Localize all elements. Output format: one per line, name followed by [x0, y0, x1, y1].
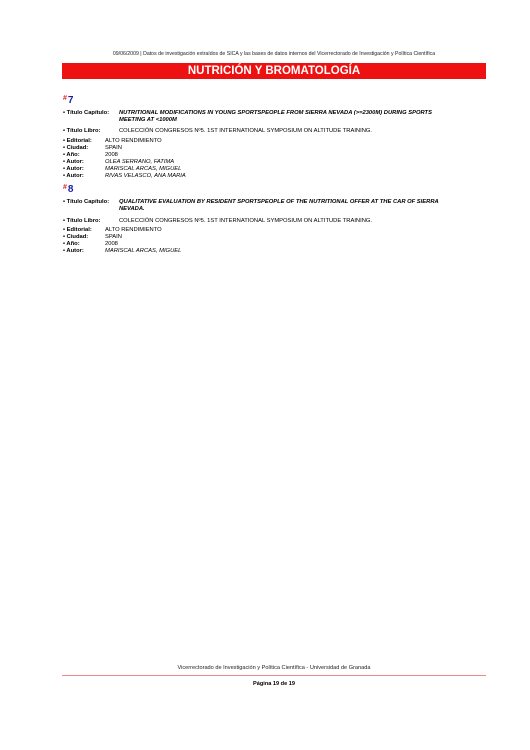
author-label: • Autor:: [63, 173, 84, 179]
hash-icon: #: [63, 95, 67, 102]
city-value: SPAIN: [105, 234, 122, 240]
entry-publisher-row: [63, 138, 162, 145]
author-label: • Autor:: [63, 159, 84, 165]
header-separator: |: [140, 51, 142, 57]
author-value: OLEA SERRANO, FATIMA: [105, 159, 175, 165]
author-value: RIVAS VELASCO, ANA MARIA: [105, 173, 186, 179]
entry-city-row: [63, 145, 122, 152]
publisher-label: • Editorial:: [63, 138, 92, 144]
entry-city-row: [63, 234, 122, 241]
header-description: Datos de investigación extraídos de SICA y las bases de datos internos del Vicerrectorado de Investigación y Política Científica: [143, 51, 436, 57]
year-label: • Año:: [63, 241, 80, 247]
entry-author-row: [63, 248, 181, 255]
entry-year-row: [63, 152, 118, 159]
entry-number: [63, 184, 73, 195]
chapter-title-label: • Título Capítulo:: [63, 199, 110, 205]
entry-author-row: [63, 159, 174, 166]
hash-icon: #: [63, 184, 67, 191]
author-label: • Autor:: [63, 166, 84, 172]
entry-number-value: 8: [67, 184, 74, 195]
entry-number-value: 7: [67, 95, 74, 106]
entry-publisher-row: [63, 227, 162, 234]
publisher-label: • Editorial:: [63, 227, 92, 233]
book-title-value: COLECCIÓN CONGRESOS Nº5. 1ST INTERNATIONAL SYMPOSIUM ON ALTITUDE TRAINING.: [119, 218, 373, 224]
year-value: 2008: [105, 152, 118, 158]
author-label: • Autor:: [63, 248, 84, 254]
section-title: NUTRICIÓN Y BROMATOLOGÍA: [187, 65, 361, 77]
year-value: 2008: [105, 241, 118, 247]
section-banner: [62, 63, 486, 79]
entry-chapter-title-row: [63, 199, 439, 213]
author-value: MARISCAL ARCAS, MIGUEL: [105, 166, 182, 172]
book-title-label: • Título Libro:: [63, 128, 101, 134]
chapter-title-value: QUALITATIVE EVALUATION BY RESIDENT SPORTSPEOPLE OF THE NUTRITIONAL OFFER AT THE CAR OF SIERRA NEVADA.: [119, 199, 439, 212]
city-label: • Ciudad:: [63, 145, 89, 151]
chapter-title-label: • Título Capítulo:: [63, 110, 110, 116]
book-title-label: • Título Libro:: [63, 218, 101, 224]
chapter-title-value: NUTRITIONAL MODIFICATIONS IN YOUNG SPORTSPEOPLE FROM SIERRA NEVADA (>=2300M) DURING SPORTS MEETING AT <1000M: [119, 110, 432, 123]
footer-divider: [62, 675, 486, 676]
entry-chapter-title-row: [63, 110, 439, 124]
header-date: 09/06/2009: [112, 51, 139, 57]
publisher-value: ALTO RENDIMIENTO: [105, 138, 162, 144]
entry-book-title-row: [63, 128, 372, 135]
book-title-value: COLECCIÓN CONGRESOS Nº5. 1ST INTERNATIONAL SYMPOSIUM ON ALTITUDE TRAINING.: [119, 128, 373, 134]
city-value: SPAIN: [105, 145, 122, 151]
entry-author-row: [63, 166, 181, 173]
city-label: • Ciudad:: [63, 234, 89, 240]
entry-year-row: [63, 241, 118, 248]
year-label: • Año:: [63, 152, 80, 158]
footer-institution: Vicerrectorado de Investigación y Política Científica - Universidad de Granada: [177, 665, 371, 671]
entry-number: [63, 95, 73, 106]
page-number: Página 19 de 19: [253, 681, 295, 687]
publisher-value: ALTO RENDIMIENTO: [105, 227, 162, 233]
entry-author-row: [63, 173, 186, 180]
page-header: [62, 51, 486, 57]
entry-book-title-row: [63, 218, 372, 225]
author-value: MARISCAL ARCAS, MIGUEL: [105, 248, 182, 254]
